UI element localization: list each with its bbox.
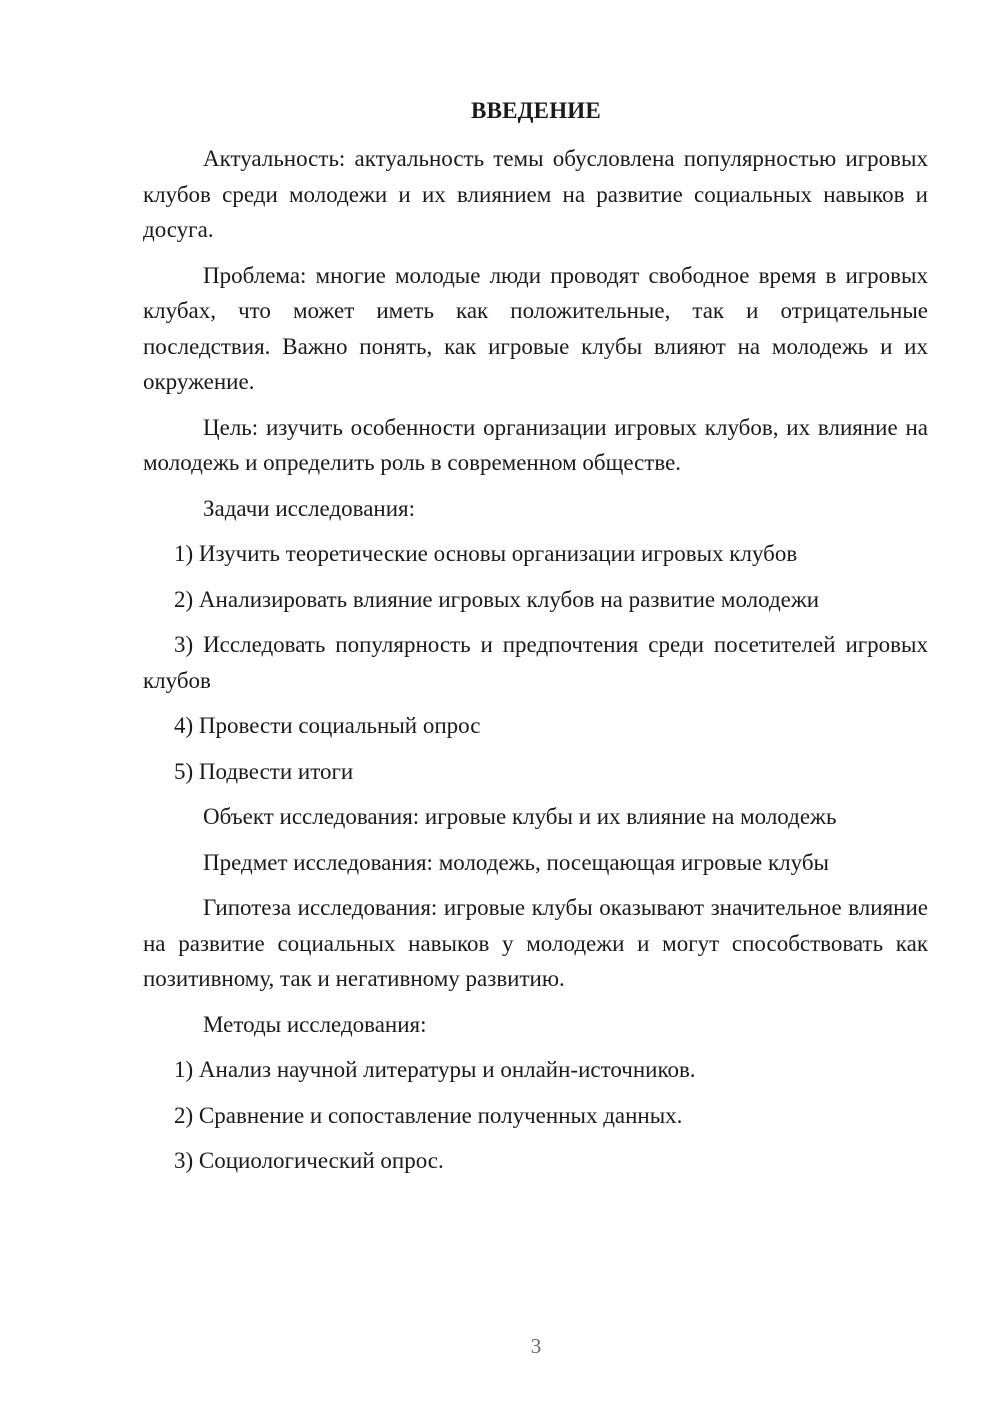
body-text <box>143 141 928 1189</box>
paragraph-methods-heading: Методы исследования: <box>203 1011 427 1037</box>
paragraph-tasks-heading: Задачи исследования: <box>203 495 416 521</box>
paragraph-hypothesis: Гипотеза исследования: игровые клубы оказывают значительное влияние на развитие социальных навыков у молодежи и могут способствовать как позитивному, так и негативному развитию. <box>143 895 928 991</box>
task-item-2: 2) Анализировать влияние игровых клубов на развитие молодежи <box>174 586 820 612</box>
method-item-1: 1) Анализ научной литературы и онлайн-источников. <box>174 1057 696 1082</box>
page-number: 3 <box>530 1334 542 1358</box>
paragraph-relevance: Актуальность: актуальность темы обусловлена популярностью игровых клубов среди молодежи и их влиянием на развитие социальных навыков и досуга. <box>143 146 928 242</box>
task-item-1: 1) Изучить теоретические основы организации игровых клубов <box>174 541 798 566</box>
paragraph-goal: Цель: изучить особенности организации игровых клубов, их влияние на молодежь и определить роль в современном обществе. <box>143 414 928 475</box>
paragraph-subject: Предмет исследования: молодежь, посещающая игровые клубы <box>203 849 829 875</box>
method-item-3: 3) Социологический опрос. <box>174 1148 444 1173</box>
section-title: ВВЕДЕНИЕ <box>471 98 601 123</box>
task-item-3: 3) Исследовать популярность и предпочтения среди посетителей игровых клубов <box>143 632 928 693</box>
paragraph-object: Объект исследования: игровые клубы и их влияние на молодежь <box>203 804 837 829</box>
paragraph-problem: Проблема: многие молодые люди проводят свободное время в игровых клубах, что может иметь как положительные, так и отрицательные последствия. Важно понять, как игровые клубы влияют на молодежь и их окружение. <box>143 262 928 394</box>
task-item-5: 5) Подвести итоги <box>174 758 354 784</box>
task-item-4: 4) Провести социальный опрос <box>174 713 481 738</box>
method-item-2: 2) Сравнение и сопоставление полученных данных. <box>174 1102 683 1128</box>
